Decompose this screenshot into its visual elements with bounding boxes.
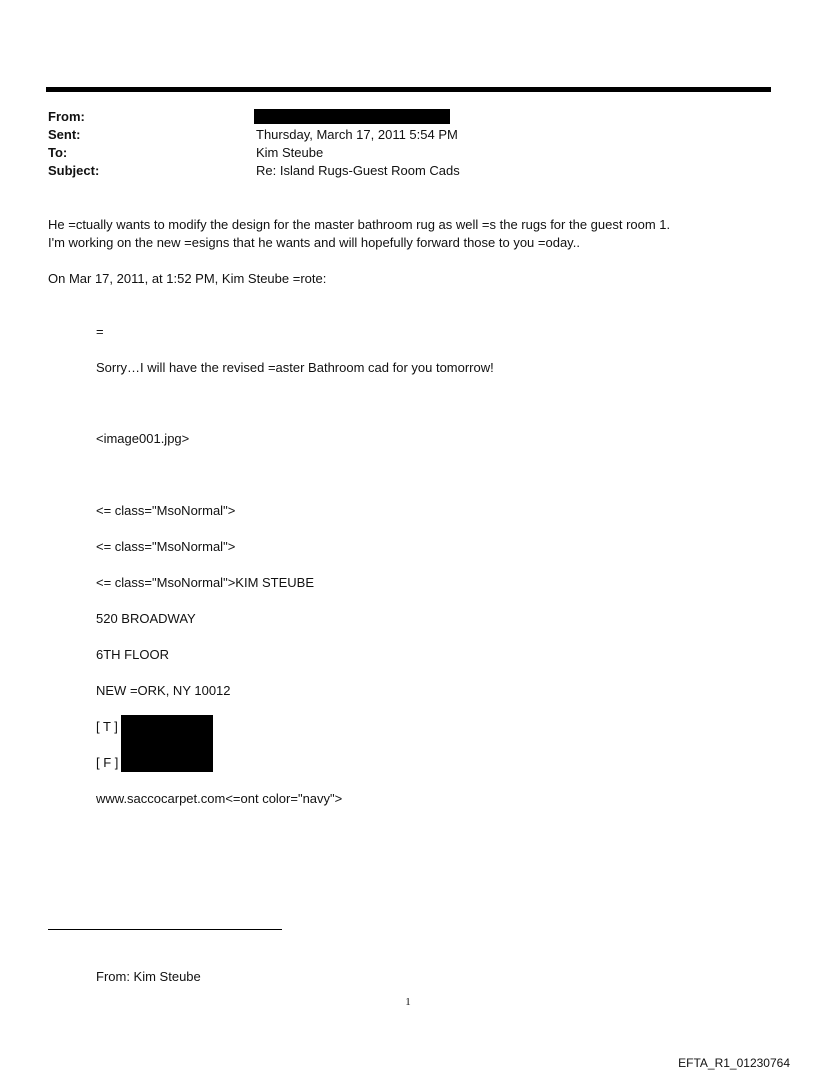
header-top-rule xyxy=(46,87,771,92)
signature-address-2: 6TH FLOOR xyxy=(96,647,169,662)
quote-intro: On Mar 17, 2011, at 1:52 PM, Kim Steube =rote: xyxy=(48,271,327,286)
page-number: 1 xyxy=(405,996,411,1008)
from-redaction xyxy=(254,109,450,124)
fax-label: [ F ] xyxy=(96,755,119,770)
from-label: From: xyxy=(48,109,85,124)
quoted-mso-line-3: <= class="MsoNormal">KIM STEUBE xyxy=(96,575,315,590)
subject-value: Re: Island Rugs-Guest Room Cads xyxy=(256,163,460,178)
body-line-2: I'm working on the new =esigns that he wants and will hopefully forward those to you =oday.. xyxy=(48,235,580,250)
phone-label: [ T ] xyxy=(96,719,118,734)
document-id: EFTA_R1_01230764 xyxy=(678,1056,790,1070)
quoted-sorry-line: Sorry…I will have the revised =aster Bathroom cad for you tomorrow! xyxy=(96,360,494,375)
body-line-1: He =ctually wants to modify the design for the master bathroom rug as well =s the rugs for the guest room 1. xyxy=(48,217,671,232)
footer-rule xyxy=(48,929,282,930)
to-value: Kim Steube xyxy=(256,145,324,160)
signature-address-3: NEW =ORK, NY 10012 xyxy=(96,683,231,698)
quoted-equals: = xyxy=(96,324,104,339)
signature-address-1: 520 BROADWAY xyxy=(96,611,196,626)
phone-fax-redaction xyxy=(121,715,213,772)
subject-label: Subject: xyxy=(48,163,100,178)
to-label: To: xyxy=(48,145,68,160)
quoted-mso-line-2: <= class="MsoNormal"> xyxy=(96,539,236,554)
quoted-mso-line-1: <= class="MsoNormal"> xyxy=(96,503,236,518)
footer-from-line: From: Kim Steube xyxy=(96,969,201,984)
sent-label: Sent: xyxy=(48,127,81,142)
quoted-image-attachment: <image001.jpg> xyxy=(96,431,190,446)
signature-website: www.saccocarpet.com<=ont color="navy"> xyxy=(96,791,343,806)
sent-value: Thursday, March 17, 2011 5:54 PM xyxy=(256,127,458,142)
